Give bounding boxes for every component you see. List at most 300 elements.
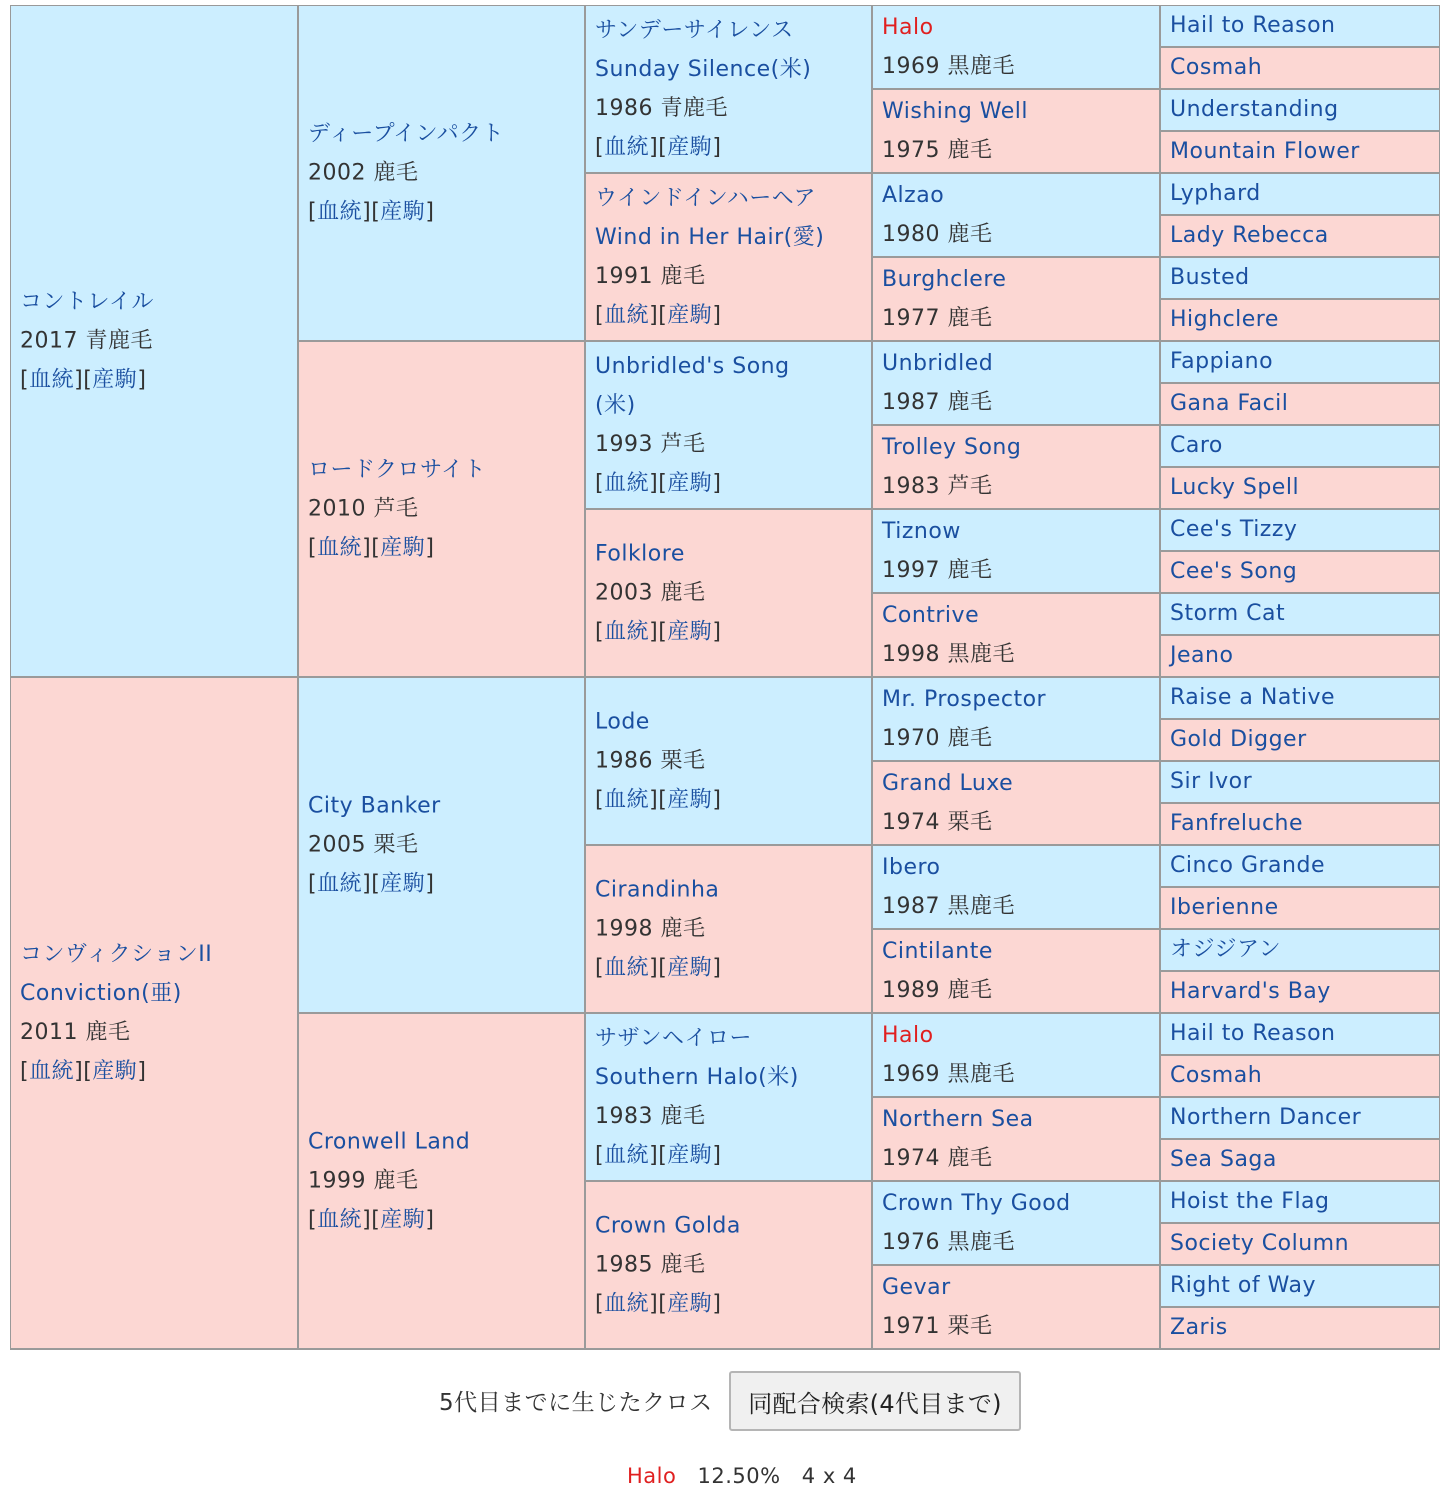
pedigree-cell-gen4 <box>873 90 1161 174</box>
horse-entry <box>595 535 867 652</box>
blood-link[interactable]: 血統 <box>604 955 650 981</box>
horse-name-link[interactable]: Gana Facil <box>1170 391 1289 416</box>
pedigree-cell-gen4 <box>873 762 1161 846</box>
foals-link[interactable]: 産駒 <box>667 1143 713 1168</box>
horse-name-link[interactable]: Lyphard <box>1170 181 1261 206</box>
horse-entry <box>1170 392 1435 416</box>
horse-name-link[interactable]: Wishing Well <box>882 99 1029 124</box>
horse-year-color: 1970 鹿毛 <box>882 726 993 751</box>
pedigree-cell-gen5 <box>1161 552 1440 594</box>
horse-name-link[interactable]: Jeano <box>1170 643 1234 668</box>
pedigree-cell-gen5 <box>1161 888 1440 930</box>
horse-alt-name-link[interactable]: (米) <box>595 393 636 418</box>
bracket: [ <box>658 619 668 645</box>
horse-name-link[interactable]: オジジアン <box>1170 937 1282 962</box>
bracket: [ <box>595 1143 605 1168</box>
horse-entry <box>1170 98 1435 122</box>
blood-link[interactable]: 血統 <box>604 787 650 813</box>
bracket: [ <box>595 1291 605 1317</box>
horse-name-link[interactable]: サザンヘイロー <box>595 1026 753 1051</box>
horse-links <box>595 296 867 335</box>
horse-entry <box>882 932 1155 1010</box>
horse-year-color: 1974 鹿毛 <box>882 1146 993 1171</box>
horse-name-link[interactable]: Folklore <box>595 541 685 567</box>
horse-name-link[interactable]: Gold Digger <box>1170 727 1307 752</box>
horse-entry <box>882 92 1155 170</box>
horse-name-link[interactable]: Highclere <box>1170 307 1279 332</box>
bracket: ] <box>649 1291 659 1317</box>
horse-year-color: 1969 黒鹿毛 <box>882 1062 1015 1087</box>
pedigree-cell-gen4 <box>873 1266 1161 1350</box>
foals-link[interactable]: 産駒 <box>667 303 713 328</box>
bracket: [ <box>658 955 668 981</box>
bracket: [ <box>20 367 30 393</box>
horse-entry <box>1170 980 1435 1004</box>
horse-entry <box>1170 14 1435 38</box>
horse-links <box>595 1136 867 1175</box>
horse-name-link[interactable]: Storm Cat <box>1170 601 1286 626</box>
pedigree-cell-gen4 <box>873 1014 1161 1098</box>
bracket: ] <box>362 871 372 897</box>
pedigree-cell-gen5 <box>1161 1140 1440 1182</box>
bracket: ] <box>362 199 372 225</box>
horse-links <box>595 464 867 503</box>
pedigree-cell-gen5 <box>1161 594 1440 636</box>
horse-name-link[interactable]: Northern Sea <box>882 1107 1034 1132</box>
horse-year-color: 2003 鹿毛 <box>595 580 706 606</box>
horse-entry <box>1170 1232 1435 1256</box>
horse-name-link[interactable]: Contrive <box>882 603 980 628</box>
horse-name-link[interactable]: ディープインパクト <box>308 121 505 147</box>
bracket: ] <box>425 535 435 561</box>
horse-name-link[interactable]: Fanfreluche <box>1170 811 1304 836</box>
bracket: [ <box>308 199 318 225</box>
bracket: [ <box>595 787 605 813</box>
horse-entry <box>595 703 867 820</box>
horse-entry <box>1170 350 1435 374</box>
bracket: ] <box>425 871 435 897</box>
horse-year-color: 1974 栗毛 <box>882 810 993 835</box>
bracket: ] <box>137 367 147 393</box>
horse-name-link[interactable]: Lode <box>595 709 650 735</box>
pedigree-cell-gen1 <box>11 678 299 1350</box>
horse-links <box>308 193 580 232</box>
foals-link[interactable]: 産駒 <box>667 955 713 981</box>
foals-link[interactable]: 産駒 <box>667 471 713 496</box>
horse-entry <box>1170 602 1435 626</box>
horse-name-link[interactable]: ロードクロサイト <box>308 457 487 483</box>
foals-link[interactable]: 産駒 <box>667 1291 713 1317</box>
horse-name-link[interactable]: Harvard's Bay <box>1170 979 1331 1004</box>
horse-year-color: 1980 鹿毛 <box>882 222 993 247</box>
horse-entry <box>882 176 1155 254</box>
horse-links <box>308 1201 580 1240</box>
horse-links <box>595 1285 867 1324</box>
pedigree-cell-gen3 <box>586 678 873 846</box>
pedigree-cell-gen4 <box>873 846 1161 930</box>
bracket: [ <box>308 535 318 561</box>
pedigree-cell-gen5 <box>1161 1098 1440 1140</box>
pedigree-cell-gen5 <box>1161 804 1440 846</box>
horse-entry <box>1170 812 1435 836</box>
pedigree-cell-gen5 <box>1161 384 1440 426</box>
pedigree-cell-gen5 <box>1161 300 1440 342</box>
cross-generations: 4 x 4 <box>801 1464 857 1488</box>
horse-entry <box>595 1207 867 1324</box>
horse-entry <box>1170 560 1435 584</box>
horse-name-link[interactable]: Crown Golda <box>595 1213 741 1239</box>
pedigree-cell-gen3 <box>586 342 873 510</box>
horse-entry <box>20 935 293 1091</box>
horse-entry <box>882 596 1155 674</box>
bracket: ] <box>649 787 659 813</box>
pedigree-cell-gen3 <box>586 510 873 678</box>
foals-link[interactable]: 産駒 <box>380 535 426 561</box>
bracket: ] <box>74 1059 84 1084</box>
pedigree-cell-gen5 <box>1161 426 1440 468</box>
pedigree-cell-gen3 <box>586 1182 873 1350</box>
pedigree-cell-gen5 <box>1161 174 1440 216</box>
pedigree-cell-gen5 <box>1161 342 1440 384</box>
bracket: ] <box>712 787 722 813</box>
pedigree-cell-gen2 <box>299 678 586 1014</box>
bracket: [ <box>371 199 381 225</box>
horse-name-link[interactable]: Caro <box>1170 433 1223 458</box>
horse-name-link[interactable]: Cosmah <box>1170 55 1263 80</box>
horse-year-color: 1971 栗毛 <box>882 1314 993 1339</box>
blood-link[interactable]: 血統 <box>29 367 75 393</box>
horse-links <box>595 781 867 820</box>
bracket: [ <box>308 1207 318 1233</box>
pedigree-cell-gen4 <box>873 174 1161 258</box>
bracket: [ <box>20 1059 30 1084</box>
horse-entry <box>882 1268 1155 1346</box>
pedigree-cell-gen5 <box>1161 468 1440 510</box>
horse-entry <box>1170 266 1435 290</box>
blood-link[interactable]: 血統 <box>604 135 650 160</box>
horse-entry <box>308 1123 580 1240</box>
horse-entry <box>1170 1316 1435 1340</box>
horse-year-color: 1985 鹿毛 <box>595 1252 706 1278</box>
pedigree-cell-gen3 <box>586 846 873 1014</box>
horse-name-link[interactable]: Unbridled's Song <box>595 354 790 379</box>
pedigree-cell-gen5 <box>1161 678 1440 720</box>
horse-entry <box>882 680 1155 758</box>
horse-name-link[interactable]: ウインドインハーヘア <box>595 186 817 211</box>
horse-entry <box>1170 308 1435 332</box>
horse-entry <box>595 347 867 503</box>
blood-link[interactable]: 血統 <box>317 199 363 225</box>
pedigree-cell-gen3 <box>586 174 873 342</box>
horse-name-link[interactable]: Hoist the Flag <box>1170 1189 1330 1214</box>
horse-year-color: 1993 芦毛 <box>595 432 706 457</box>
pedigree-cell-gen5 <box>1161 1014 1440 1056</box>
horse-name-link[interactable]: Unbridled <box>882 351 994 376</box>
bracket: ] <box>649 1143 659 1168</box>
horse-year-color: 1986 栗毛 <box>595 748 706 774</box>
cross-percent: 12.50% <box>697 1464 781 1488</box>
cross-row <box>627 1464 857 1488</box>
horse-year-color: 1986 青鹿毛 <box>595 96 728 121</box>
horse-name-link[interactable]: City Banker <box>308 793 441 819</box>
horse-entry <box>595 871 867 988</box>
pedigree-cell-gen5 <box>1161 1056 1440 1098</box>
horse-links <box>20 1052 293 1091</box>
horse-name-link[interactable]: Right of Way <box>1170 1273 1316 1298</box>
cross-horse-link[interactable]: Halo <box>627 1464 677 1488</box>
horse-name-link[interactable]: サンデーサイレンス <box>595 18 794 43</box>
horse-alt-name-link[interactable]: Sunday Silence(米) <box>595 57 812 82</box>
horse-links <box>308 865 580 904</box>
blood-link[interactable]: 血統 <box>317 1207 363 1233</box>
bracket: [ <box>658 1143 668 1168</box>
pedigree-cell-gen5 <box>1161 846 1440 888</box>
pedigree-cell-gen4 <box>873 678 1161 762</box>
pedigree-cell-gen5 <box>1161 48 1440 90</box>
pedigree-cell-gen5 <box>1161 636 1440 678</box>
foals-link[interactable]: 産駒 <box>667 135 713 160</box>
horse-entry <box>1170 1064 1435 1088</box>
horse-name-link[interactable]: Cosmah <box>1170 1063 1263 1088</box>
horse-name-link[interactable]: Zaris <box>1170 1315 1228 1340</box>
horse-year-color: 1983 鹿毛 <box>595 1104 706 1129</box>
pedigree-cell-gen5 <box>1161 6 1440 48</box>
pedigree-cell-gen5 <box>1161 1308 1440 1350</box>
horse-entry <box>1170 434 1435 458</box>
horse-entry <box>1170 182 1435 206</box>
horse-year-color: 1976 黒鹿毛 <box>882 1230 1015 1255</box>
bracket: ] <box>649 471 659 496</box>
horse-name-link[interactable]: Cee's Tizzy <box>1170 517 1298 542</box>
bracket: ] <box>712 135 722 160</box>
horse-entry <box>1170 770 1435 794</box>
horse-entry <box>308 451 580 568</box>
blood-link[interactable]: 血統 <box>29 1059 75 1084</box>
pedigree-cell-gen4 <box>873 1182 1161 1266</box>
bracket: [ <box>371 535 381 561</box>
horse-name-link[interactable]: Northern Dancer <box>1170 1105 1362 1130</box>
bracket: ] <box>649 619 659 645</box>
blood-link[interactable]: 血統 <box>604 303 650 328</box>
horse-entry <box>1170 854 1435 878</box>
horse-name-link[interactable]: Iberienne <box>1170 895 1279 920</box>
bracket: [ <box>83 367 93 393</box>
horse-name-link[interactable]: Fappiano <box>1170 349 1274 374</box>
horse-entry <box>1170 140 1435 164</box>
blood-link[interactable]: 血統 <box>604 1291 650 1317</box>
horse-entry <box>882 1184 1155 1262</box>
horse-links <box>595 128 867 167</box>
horse-links <box>595 613 867 652</box>
bracket: ] <box>425 1207 435 1233</box>
horse-entry <box>882 428 1155 506</box>
horse-name-link[interactable]: Gevar <box>882 1275 951 1300</box>
horse-name-link[interactable]: Tiznow <box>882 519 961 544</box>
horse-entry <box>20 283 293 400</box>
horse-entry <box>1170 1148 1435 1172</box>
pedigree-cell-gen4 <box>873 426 1161 510</box>
pedigree-cell-gen4 <box>873 6 1161 90</box>
bracket: [ <box>658 1291 668 1317</box>
same-mating-search-button[interactable]: 同配合検索(4代目まで) <box>729 1371 1021 1431</box>
pedigree-cell-gen2 <box>299 342 586 678</box>
horse-year-color: 1987 黒鹿毛 <box>882 894 1015 919</box>
horse-name-link[interactable]: Sea Saga <box>1170 1147 1277 1172</box>
blood-link[interactable]: 血統 <box>604 471 650 496</box>
horse-entry <box>1170 1190 1435 1214</box>
bracket: [ <box>371 871 381 897</box>
horse-entry <box>882 1100 1155 1178</box>
pedigree-cell-gen1 <box>11 6 299 678</box>
horse-year-color: 1987 鹿毛 <box>882 390 993 415</box>
pedigree-cell-gen5 <box>1161 90 1440 132</box>
horse-name-link[interactable]: Cirandinha <box>595 877 720 903</box>
horse-entry <box>1170 686 1435 710</box>
horse-name-link[interactable]: Cinco Grande <box>1170 853 1325 878</box>
horse-entry <box>1170 1274 1435 1298</box>
horse-links <box>20 361 293 400</box>
horse-entry <box>1170 728 1435 752</box>
horse-name-link[interactable]: Grand Luxe <box>882 771 1014 796</box>
horse-name-link[interactable]: Burghclere <box>882 267 1007 292</box>
horse-entry <box>1170 476 1435 500</box>
pedigree-cell-gen5 <box>1161 930 1440 972</box>
horse-name-link[interactable]: Cronwell Land <box>308 1129 471 1155</box>
horse-links <box>308 529 580 568</box>
bracket: ] <box>74 367 84 393</box>
horse-name-link[interactable]: Alzao <box>882 183 945 208</box>
horse-alt-name-link[interactable]: Southern Halo(米) <box>595 1065 799 1090</box>
horse-alt-name-link[interactable]: Wind in Her Hair(愛) <box>595 225 825 250</box>
horse-name-link[interactable]: Society Column <box>1170 1231 1350 1256</box>
horse-name-link[interactable]: Hail to Reason <box>1170 13 1336 38</box>
blood-link[interactable]: 血統 <box>604 619 650 645</box>
pedigree-cell-gen5 <box>1161 1266 1440 1308</box>
pedigree-cell-gen3 <box>586 1014 873 1182</box>
blood-link[interactable]: 血統 <box>317 535 363 561</box>
bracket: [ <box>308 871 318 897</box>
horse-year-color: 1998 鹿毛 <box>595 916 706 942</box>
horse-name-link[interactable]: Mountain Flower <box>1170 139 1360 164</box>
horse-entry <box>595 179 867 335</box>
horse-year-color: 1997 鹿毛 <box>882 558 993 583</box>
horse-name-link[interactable]: Hail to Reason <box>1170 1021 1336 1046</box>
horse-name-link[interactable]: コンヴィクションII <box>20 942 213 967</box>
horse-entry <box>308 787 580 904</box>
horse-name-link[interactable]: Cee's Song <box>1170 559 1298 584</box>
horse-entry <box>882 512 1155 590</box>
horse-name-link[interactable]: Busted <box>1170 265 1250 290</box>
horse-name-link[interactable]: Lucky Spell <box>1170 475 1300 500</box>
horse-name-link[interactable]: Lady Rebecca <box>1170 223 1329 248</box>
horse-year-color: 1977 鹿毛 <box>882 306 993 331</box>
horse-name-link[interactable]: Trolley Song <box>882 435 1022 460</box>
horse-name-link[interactable]: Halo <box>882 1023 934 1048</box>
horse-entry <box>882 1016 1155 1094</box>
blood-link[interactable]: 血統 <box>604 1143 650 1168</box>
bracket: ] <box>712 955 722 981</box>
pedigree-cell-gen4 <box>873 258 1161 342</box>
horse-entry <box>1170 1106 1435 1130</box>
horse-entry <box>1170 896 1435 920</box>
horse-entry <box>1170 1022 1435 1046</box>
bracket: [ <box>595 955 605 981</box>
horse-name-link[interactable]: Crown Thy Good <box>882 1191 1071 1216</box>
bracket: [ <box>595 135 605 160</box>
foals-link[interactable]: 産駒 <box>380 871 426 897</box>
horse-entry <box>882 764 1155 842</box>
horse-year-color: 1983 芦毛 <box>882 474 993 499</box>
bracket: [ <box>595 471 605 496</box>
horse-entry <box>1170 224 1435 248</box>
foals-link[interactable]: 産駒 <box>92 1059 138 1084</box>
blood-link[interactable]: 血統 <box>317 871 363 897</box>
pedigree-cell-gen2 <box>299 1014 586 1350</box>
horse-entry <box>1170 644 1435 668</box>
pedigree-cell-gen5 <box>1161 216 1440 258</box>
pedigree-cell-gen5 <box>1161 1224 1440 1266</box>
bracket: ] <box>137 1059 147 1084</box>
foals-link[interactable]: 産駒 <box>380 199 426 225</box>
pedigree-cell-gen4 <box>873 594 1161 678</box>
horse-name-link[interactable]: Cintilante <box>882 939 993 964</box>
pedigree-cell-gen5 <box>1161 132 1440 174</box>
foals-link[interactable]: 産駒 <box>667 787 713 813</box>
bracket: [ <box>83 1059 93 1084</box>
horse-name-link[interactable]: Mr. Prospector <box>882 687 1047 712</box>
pedigree-cell-gen5 <box>1161 972 1440 1014</box>
horse-year-color: 1975 鹿毛 <box>882 138 993 163</box>
foals-link[interactable]: 産駒 <box>667 619 713 645</box>
bracket: [ <box>658 135 668 160</box>
bracket: ] <box>712 1291 722 1317</box>
pedigree-cell-gen4 <box>873 1098 1161 1182</box>
horse-name-link[interactable]: コントレイル <box>20 289 154 315</box>
pedigree-cell-gen5 <box>1161 762 1440 804</box>
bracket: [ <box>595 619 605 645</box>
horse-year-color: 2010 芦毛 <box>308 496 419 522</box>
pedigree-cell-gen4 <box>873 930 1161 1014</box>
bracket: ] <box>362 535 372 561</box>
horse-year-color: 2002 鹿毛 <box>308 160 419 186</box>
horse-entry <box>882 260 1155 338</box>
pedigree-cell-gen5 <box>1161 258 1440 300</box>
horse-entry <box>308 115 580 232</box>
bracket: ] <box>362 1207 372 1233</box>
horse-entry <box>1170 56 1435 80</box>
pedigree-cell-gen4 <box>873 510 1161 594</box>
horse-year-color: 2005 栗毛 <box>308 832 419 858</box>
foals-link[interactable]: 産駒 <box>92 367 138 393</box>
pedigree-cell-gen5 <box>1161 510 1440 552</box>
foals-link[interactable]: 産駒 <box>380 1207 426 1233</box>
horse-name-link[interactable]: Ibero <box>882 855 941 880</box>
bracket: [ <box>658 787 668 813</box>
horse-name-link[interactable]: Understanding <box>1170 97 1339 122</box>
horse-name-link[interactable]: Sir Ivor <box>1170 769 1253 794</box>
horse-year-color: 1999 鹿毛 <box>308 1168 419 1194</box>
horse-year-color: 1991 鹿毛 <box>595 264 706 289</box>
horse-name-link[interactable]: Halo <box>882 15 934 40</box>
horse-name-link[interactable]: Raise a Native <box>1170 685 1336 710</box>
bracket: [ <box>658 471 668 496</box>
horse-entry <box>1170 938 1435 962</box>
horse-year-color: 1969 黒鹿毛 <box>882 54 1015 79</box>
horse-entry <box>595 11 867 167</box>
pedigree-cell-gen4 <box>873 342 1161 426</box>
horse-alt-name-link[interactable]: Conviction(亜) <box>20 981 182 1006</box>
bracket: ] <box>712 1143 722 1168</box>
